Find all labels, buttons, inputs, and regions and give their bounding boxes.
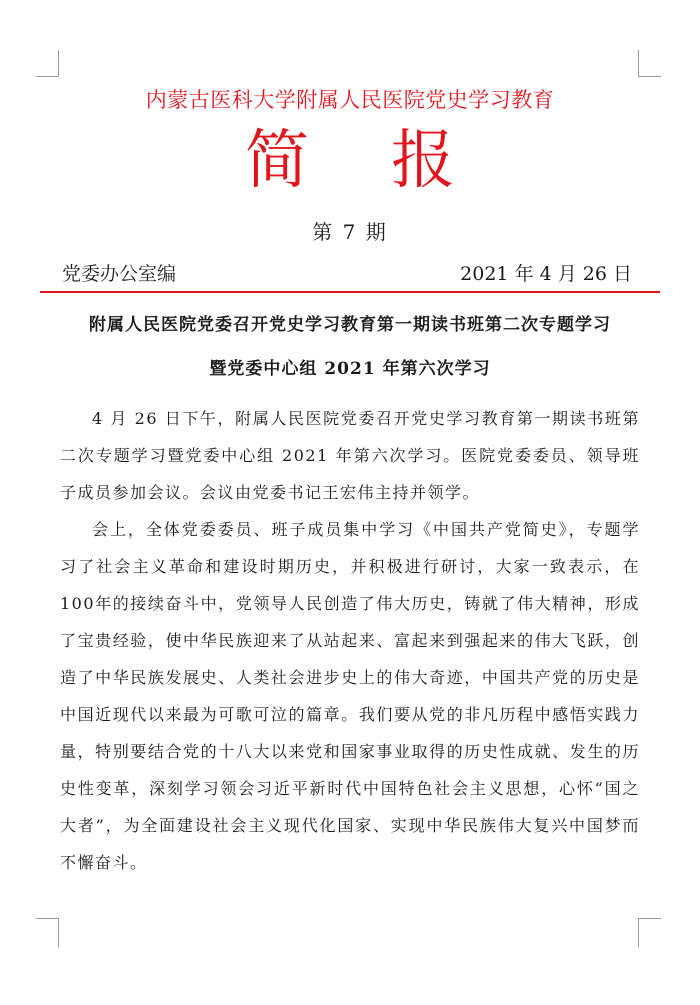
- article-title-line-2: 暨党委中心组 2021 年第六次学习: [209, 359, 491, 379]
- article-paragraph-2: 会上，全体党委委员、班子成员集中学习《中国共产党简史》，专题学习了社会主义革命和建设时期历史，并积极进行研讨，大家一致表示，在100年的接续奋斗中，党领导人民创造了伟大历史，铸就了伟大精神，形成了宝贵经验，使中华民族迎来了从站起来、富起来到强起来的伟大飞跃，创造了中华民族发展史、人类社会进步史上的伟大奇迹，中国共产党的历史是中国近现代以来最为可歌可泣的篇章。我们要从党的非凡历程中感悟实践力量，特别要结合党的十八大以来党和国家事业取得的历史性成就、发生的历史性变革，深刻学习领会习近平新时代中国特色社会主义思想，心怀“国之大者”，为全面建设社会主义现代化国家、实现中华民族伟大复兴中国梦而不懈奋斗。: [60, 520, 640, 872]
- page-corner-mark-bottom-right: [638, 918, 661, 947]
- bulletin-masthead: 简报: [245, 124, 537, 198]
- page-corner-mark-bottom-left: [36, 918, 59, 947]
- article-paragraph-1: 4 月 26 日下午，附属人民医院党委召开党史学习教育第一期读书班第二次专题学习暨党委中心组 2021 年第六次学习。医院党委委员、领导班子成员参加会议。会议由党委书记王宏伟主持并领学。: [60, 409, 640, 502]
- publish-date: 2021 年 4 月 26 日: [460, 263, 632, 285]
- page-corner-mark-top-right: [638, 50, 661, 77]
- publication-meta: [62, 259, 632, 285]
- red-divider-rule: [40, 291, 660, 293]
- page-corner-mark-top-left: [36, 50, 59, 77]
- issue-number: 第 7 期: [312, 220, 388, 244]
- organization-header: 内蒙古医科大学附属人民医院党史学习教育: [145, 88, 555, 112]
- article-title-line-1: 附属人民医院党委召开党史学习教育第一期读书班第二次专题学习: [89, 315, 611, 335]
- publisher: 党委办公室编: [62, 263, 177, 285]
- article-body: [60, 400, 640, 881]
